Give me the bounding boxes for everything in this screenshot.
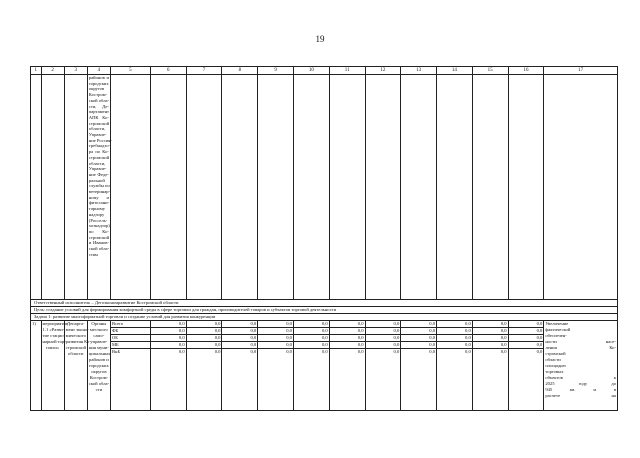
funding-source: ОБ xyxy=(110,335,150,342)
value-cell: 0,0 xyxy=(437,328,473,335)
header-cell: 10 xyxy=(293,67,329,75)
event-name xyxy=(41,321,68,411)
value-cell: 0,0 xyxy=(437,335,473,342)
cell-line: по Ко- xyxy=(88,228,109,234)
cell-line: местного xyxy=(89,327,108,332)
header-cell: 7 xyxy=(186,67,222,75)
cell-line: ние Россия- xyxy=(88,137,112,143)
value-cell: 0,0 xyxy=(472,321,508,328)
cell-line: мент эконо- xyxy=(65,327,89,332)
cell-line: торговых xyxy=(545,369,564,374)
value-cell: 0,0 xyxy=(401,321,437,328)
header-cell: 8 xyxy=(222,67,258,75)
value-cell: 0,0 xyxy=(186,321,222,328)
cell-line: АПК Ко- xyxy=(88,114,109,120)
responsible-row xyxy=(31,300,618,307)
value-cell: 0,0 xyxy=(150,321,186,328)
value-cell: 0,0 xyxy=(150,335,186,342)
funding-row xyxy=(31,335,618,342)
value-cell: 0,0 xyxy=(329,335,365,342)
cell-line: стромской xyxy=(545,351,566,356)
cell-line: ветеринар- xyxy=(88,189,111,195)
value-cell: 0,0 xyxy=(222,321,258,328)
cell-line: сти xyxy=(95,387,103,392)
header-cell: 15 xyxy=(472,67,508,75)
header-cell: 1 xyxy=(31,67,42,75)
value-cell: 0,0 xyxy=(150,349,186,411)
value-cell: 0,0 xyxy=(222,342,258,349)
cell-line: фитосани- xyxy=(88,200,110,206)
cell-line: ра по Ко- xyxy=(88,149,109,155)
event-participants xyxy=(87,321,110,411)
cell-line: стромской xyxy=(65,345,86,350)
funding-row xyxy=(31,328,618,335)
header-cell: 14 xyxy=(437,67,473,75)
program-goal: Цель: создание условий для формирования комфортной среды в сфере торговли для граждан, производителей товаров и субъектов торговой деятельности xyxy=(31,307,618,314)
header-cell: 11 xyxy=(329,67,365,75)
value-cell: 0,0 xyxy=(186,349,222,411)
cell-line: площадью xyxy=(545,363,566,368)
cell-line: стромской xyxy=(88,154,110,160)
cell-line: (Россель- xyxy=(88,217,108,223)
value-cell: 0,0 xyxy=(401,342,437,349)
cell-line: управле- xyxy=(90,339,108,344)
cell-line: развития Ко- xyxy=(65,339,91,344)
value-cell: 0,0 xyxy=(186,335,222,342)
cell-line: говли» xyxy=(45,345,60,350)
continuation-lines xyxy=(88,75,112,258)
value-cell: 0,0 xyxy=(293,335,329,342)
value-cell: 0,0 xyxy=(293,349,329,411)
cell-line: 1.1 «Разви- xyxy=(42,327,65,332)
header-cell: 13 xyxy=(401,67,437,75)
header-cell: 17 xyxy=(544,67,618,75)
cell-line: объектов к xyxy=(545,375,616,380)
event-row xyxy=(31,321,618,328)
cell-line: фактической xyxy=(545,327,571,332)
value-cell: 0,0 xyxy=(329,328,365,335)
cell-line: области xyxy=(68,351,84,356)
value-cell: 0,0 xyxy=(508,328,544,335)
funding-source: ВнБ xyxy=(110,349,150,411)
cell-line: мического xyxy=(65,333,86,338)
value-cell: 0,0 xyxy=(222,335,258,342)
value-cell: 0,0 xyxy=(472,342,508,349)
value-cell: 0,0 xyxy=(472,349,508,411)
cell-line: стромской xyxy=(88,234,110,240)
cell-line: Костром- xyxy=(88,92,108,98)
cell-line: Органы xyxy=(91,321,107,326)
cell-line: ния муни- xyxy=(88,345,109,350)
header-row xyxy=(31,67,618,75)
cell-line: округов xyxy=(88,86,105,92)
cell-line: Департа- xyxy=(66,321,85,326)
goal-row xyxy=(31,307,618,314)
cell-line: стям xyxy=(88,251,98,257)
value-cell: 0,0 xyxy=(329,321,365,328)
value-cell: 0,0 xyxy=(365,349,401,411)
funding-source: Всего xyxy=(110,321,150,328)
value-cell: 0,0 xyxy=(222,328,258,335)
value-cell: 0,0 xyxy=(365,342,401,349)
value-cell: 0,0 xyxy=(150,342,186,349)
value-cell: 0,0 xyxy=(293,321,329,328)
continuation-participants xyxy=(87,75,110,300)
value-cell: 0,0 xyxy=(150,328,186,335)
cell-line: сти, Де- xyxy=(88,103,109,109)
cell-line: мероприятие xyxy=(42,321,68,326)
value-cell: 0,0 xyxy=(508,349,544,411)
event-number: 1) xyxy=(31,321,42,411)
cell-line: городских xyxy=(88,363,109,368)
cell-line: само- xyxy=(93,333,105,338)
cell-line: хознадзор) xyxy=(88,223,110,229)
cell-line: ральной xyxy=(88,177,105,183)
value-cell: 0,0 xyxy=(472,328,508,335)
value-cell: 0,0 xyxy=(186,342,222,349)
cell-line: 945 кв. м в xyxy=(545,387,616,392)
cell-line: ления Ко- xyxy=(545,345,616,350)
cell-line: Управле- xyxy=(88,166,107,172)
funding-row xyxy=(31,342,618,349)
value-cell: 0,0 xyxy=(329,349,365,411)
header-cell: 16 xyxy=(508,67,544,75)
value-cell: 0,0 xyxy=(293,342,329,349)
value-cell: 0,0 xyxy=(508,342,544,349)
cell-line: Увеличение xyxy=(545,321,569,326)
cell-line: и Иванов- xyxy=(88,240,109,246)
value-cell: 0,0 xyxy=(258,342,294,349)
value-cell: 0,0 xyxy=(258,349,294,411)
value-cell: 0,0 xyxy=(365,335,401,342)
value-cell: 0,0 xyxy=(293,328,329,335)
cell-line: требнадзо- xyxy=(88,143,111,149)
responsible-executor: Ответственный исполнитель – Дегоэкономразвитие Костромской области xyxy=(31,300,618,307)
funding-source: ФБ xyxy=(110,328,150,335)
value-cell: 0,0 xyxy=(401,349,437,411)
cell-line: городских xyxy=(88,80,109,86)
header-cell: 2 xyxy=(41,67,64,75)
cell-line: районов и xyxy=(88,75,109,80)
funding-source: МБ xyxy=(110,342,150,349)
value-cell: 0,0 xyxy=(508,321,544,328)
value-cell: 0,0 xyxy=(186,328,222,335)
cell-line: ской обла- xyxy=(88,381,110,386)
cell-line: расчете на xyxy=(545,393,616,398)
cell-line: области, xyxy=(88,126,106,132)
value-cell: 0,0 xyxy=(258,328,294,335)
value-cell: 0,0 xyxy=(472,335,508,342)
cell-line: Костром- xyxy=(89,375,109,380)
program-table xyxy=(30,66,618,411)
cell-line: стромской xyxy=(88,120,110,126)
value-cell: 0,0 xyxy=(222,349,258,411)
value-cell: 0,0 xyxy=(258,335,294,342)
expected-result xyxy=(544,321,618,411)
cell-line: области xyxy=(545,357,561,362)
value-cell: 0,0 xyxy=(437,321,473,328)
cell-line: округов xyxy=(91,369,107,374)
cell-line: партамент xyxy=(88,109,110,115)
header-cell: 12 xyxy=(365,67,401,75)
header-cell: 4 xyxy=(87,67,110,75)
cell-line: нарной тор- xyxy=(42,339,66,344)
value-cell: 0,0 xyxy=(401,335,437,342)
cell-line: тарному xyxy=(88,206,106,212)
cell-line: районов и xyxy=(89,357,109,362)
funding-row xyxy=(31,349,618,411)
cell-line: ности насе- xyxy=(545,339,616,344)
value-cell: 0,0 xyxy=(437,349,473,411)
value-cell: 0,0 xyxy=(258,321,294,328)
value-cell: 0,0 xyxy=(437,342,473,349)
cell-line: службы по xyxy=(88,183,110,189)
program-task: Задача 1: развитие многоформатной торговли и создание условий для развития конкуренции xyxy=(31,314,618,321)
cell-line: 2025 году до xyxy=(545,381,616,386)
cell-line: ской обла- xyxy=(88,97,110,103)
cell-line: ской обла- xyxy=(88,246,110,252)
cell-line: ципальных xyxy=(88,351,111,356)
cell-line: ному и xyxy=(88,194,109,200)
continuation-row xyxy=(31,75,618,300)
cell-line: надзору xyxy=(88,211,105,217)
page-number: 19 xyxy=(315,34,325,44)
value-cell: 0,0 xyxy=(365,328,401,335)
cell-line: тие стацио- xyxy=(42,333,66,338)
header-cell: 9 xyxy=(258,67,294,75)
cell-line: ние Феде- xyxy=(88,171,109,177)
header-cell: 3 xyxy=(64,67,87,75)
value-cell: 0,0 xyxy=(329,342,365,349)
cell-line: Управле- xyxy=(88,132,107,138)
value-cell: 0,0 xyxy=(401,328,437,335)
header-cell: 6 xyxy=(150,67,186,75)
value-cell: 0,0 xyxy=(365,321,401,328)
event-executor xyxy=(64,321,91,411)
cell-line: области, xyxy=(88,160,106,166)
cell-line: обеспечен- xyxy=(545,333,567,338)
task-row xyxy=(31,314,618,321)
header-cell: 5 xyxy=(110,67,150,75)
value-cell: 0,0 xyxy=(508,335,544,342)
